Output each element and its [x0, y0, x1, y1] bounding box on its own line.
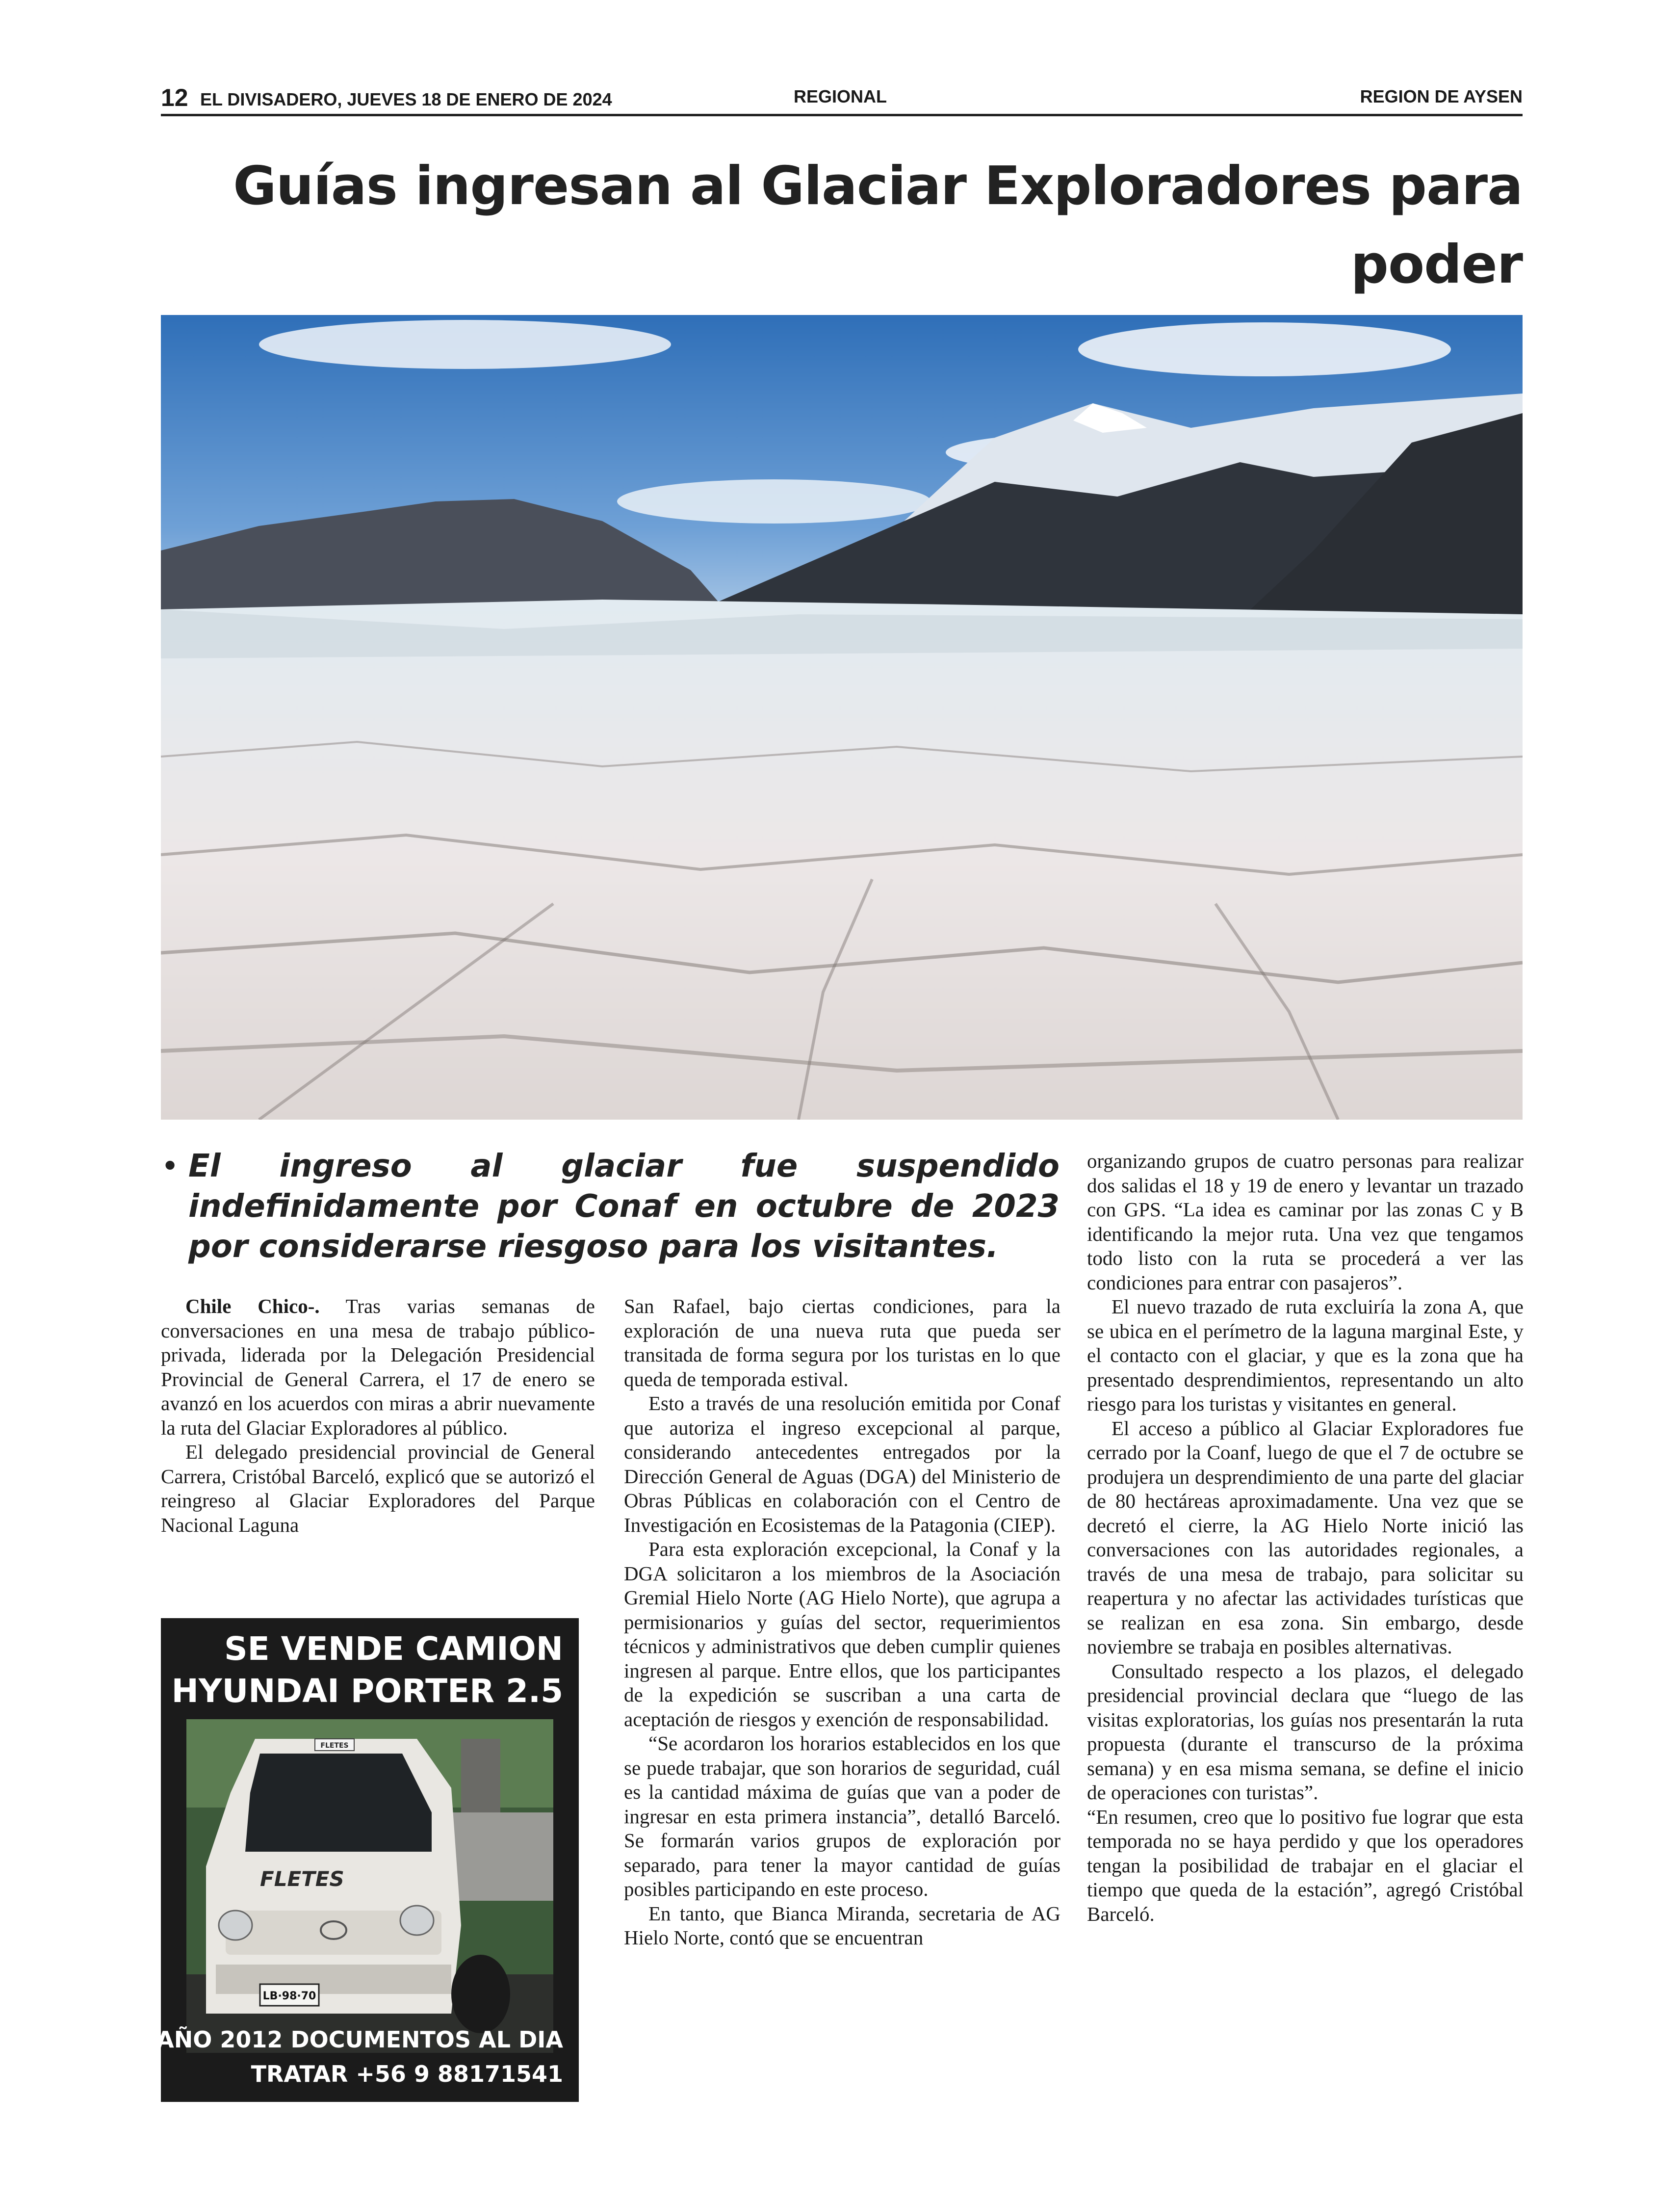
- ad-title-line-2: HYUNDAI PORTER 2.5: [171, 1672, 563, 1710]
- paragraph: “Se acordaron los horarios establecidos en los que se puede trabajar, que son horarios de seguridad, cuál es la cantidad máxima de guías que van a poder de ingresar en esta primera instancia”, detalló Barceló. Se formarán varios grupos de exploración por separado, para tener la mayor cantidad de guías posibles participando en este proceso.: [624, 1732, 1060, 1900]
- ad-title-line-1: SE VENDE CAMION: [224, 1630, 563, 1668]
- ad-footer-line-1: DIESEL, AÑO 2012 DOCUMENTOS AL DIA: [52, 2026, 563, 2053]
- article-column-2: [624, 1294, 1060, 1950]
- region-label: REGION DE AYSEN: [1360, 86, 1523, 106]
- classified-ad: [52, 1618, 579, 2102]
- paragraph: En tanto, que Bianca Miranda, secretaria de AG Hielo Norte, contó que se encuentran: [624, 1902, 1060, 1949]
- dateline: Chile Chico-.: [185, 1295, 320, 1317]
- truck-cab-sign: FLETES: [320, 1742, 349, 1750]
- paragraph: Consultado respecto a los plazos, el delegado presidencial provincial declara que “luego de las visitas exploratorias, los guías nos presentarán la ruta propuesta (durante el transcurso de la próxima semana) y en esa misma semana, se define el inicio de operaciones con turistas”.: [1087, 1659, 1524, 1804]
- glacier-photo: [161, 315, 1523, 1120]
- article-deck: [162, 1146, 1060, 1267]
- paragraph: organizando grupos de cuatro personas para realizar dos salidas el 18 y 19 de enero y levantar un trazado con GPS. “La idea es caminar por las zonas C y B identificando la mejor ruta. Una vez que tengamos todo listo con la ruta se procederá a ver las condiciones para entrar con pasajeros”.: [1087, 1150, 1524, 1294]
- page-number: 12: [161, 84, 188, 111]
- paragraph: San Rafael, bajo ciertas condiciones, para la exploración de una nueva ruta que pueda ser transitada de forma segura por los turistas en lo que queda de temporada estival.: [624, 1295, 1060, 1390]
- paragraph: Para esta exploración excepcional, la Conaf y la DGA solicitaron a los miembros de la Asociación Gremial Hielo Norte (AG Hielo Norte), que agrupa a permisionarios y guías del sector, requerimientos técnicos y administrativos que deben cumplir quienes ingresen al parque. Entre ellos, que los participantes de la expedición se suscriban a una carta de aceptación de riesgos y exención de responsabilidad.: [624, 1538, 1060, 1730]
- paragraph: El nuevo trazado de ruta excluiría la zona A, que se ubica en el perímetro de la laguna marginal Este, y el contacto con el glaciar, y que es la zona que ha presentado desprendimientos, representando un alto riesgo para los turistas y visitantes en general.: [1087, 1295, 1524, 1415]
- paragraph: “En resumen, creo que lo positivo fue lograr que esta temporada no se haya perdido y que los operadores tengan la posibilidad de trabajar en el glaciar el tiempo que queda de la estación”, agregó Cristóbal Barceló.: [1087, 1805, 1524, 1925]
- paragraph-text: Tras varias semanas de conversaciones en una mesa de trabajo público-privada, liderada por la Delegación Presidencial Provincial de General Carrera, el 17 de enero se avanzó en los acuerdos con miras a abrir nuevamente la ruta del Glaciar Exploradores al público.: [161, 1295, 595, 1439]
- article-column-1: [161, 1294, 595, 1537]
- paragraph: El acceso a público al Glaciar Exploradores fue cerrado por la Coanf, luego de que el 7 de octubre se produjera un desprendimiento de una parte del glaciar de 80 hectáreas aproximadamente. Una vez que se decretó el cierre, la AG Hielo Norte inició las conversaciones con las autoridades regionales, a través de una mesa de trabajo, para solicitar su reapertura y no afectar las actividades turísticas que se realizan en esa zona. Sin embargo, desde noviembre se trabaja en posibles alternativas.: [1087, 1416, 1524, 1658]
- deck-bullet: •: [162, 1152, 179, 1181]
- truck-door-text: FLETES: [260, 1867, 344, 1891]
- license-plate: LB·98·70: [262, 1990, 316, 2002]
- paragraph: El delegado presidencial provincial de General Carrera, Cristóbal Barceló, explicó que se autorizó el reingreso al Glaciar Exploradores del Parque Nacional Laguna: [161, 1441, 595, 1536]
- headline-line-1: Guías ingresan al Glaciar Exploradores para poder: [233, 156, 1523, 295]
- deck-text: El ingreso al glaciar fue suspendido indefinidamente por Conaf en octubre de 2023 por considerarse riesgoso para los visitantes.: [188, 1148, 1060, 1265]
- section-label: REGIONAL: [794, 86, 887, 106]
- paragraph: Esto a través de una resolución emitida por Conaf que autoriza el ingreso excepcional al parque, considerando antecedentes entregados por la Dirección General de Aguas (DGA) del Ministerio de Obras Públicas en colaboración con el Centro de Investigación en Ecosistemas de la Patagonia (CIEP).: [624, 1392, 1060, 1536]
- publication-date: EL DIVISADERO, JUEVES 18 DE ENERO DE 2024: [200, 89, 612, 109]
- paragraph: [161, 1294, 595, 1440]
- page-header: [161, 82, 1523, 116]
- article-column-3: [1087, 1149, 1524, 1926]
- truck-photo: [186, 1719, 553, 2053]
- ad-footer-line-2: TRATAR +56 9 88171541: [251, 2061, 563, 2087]
